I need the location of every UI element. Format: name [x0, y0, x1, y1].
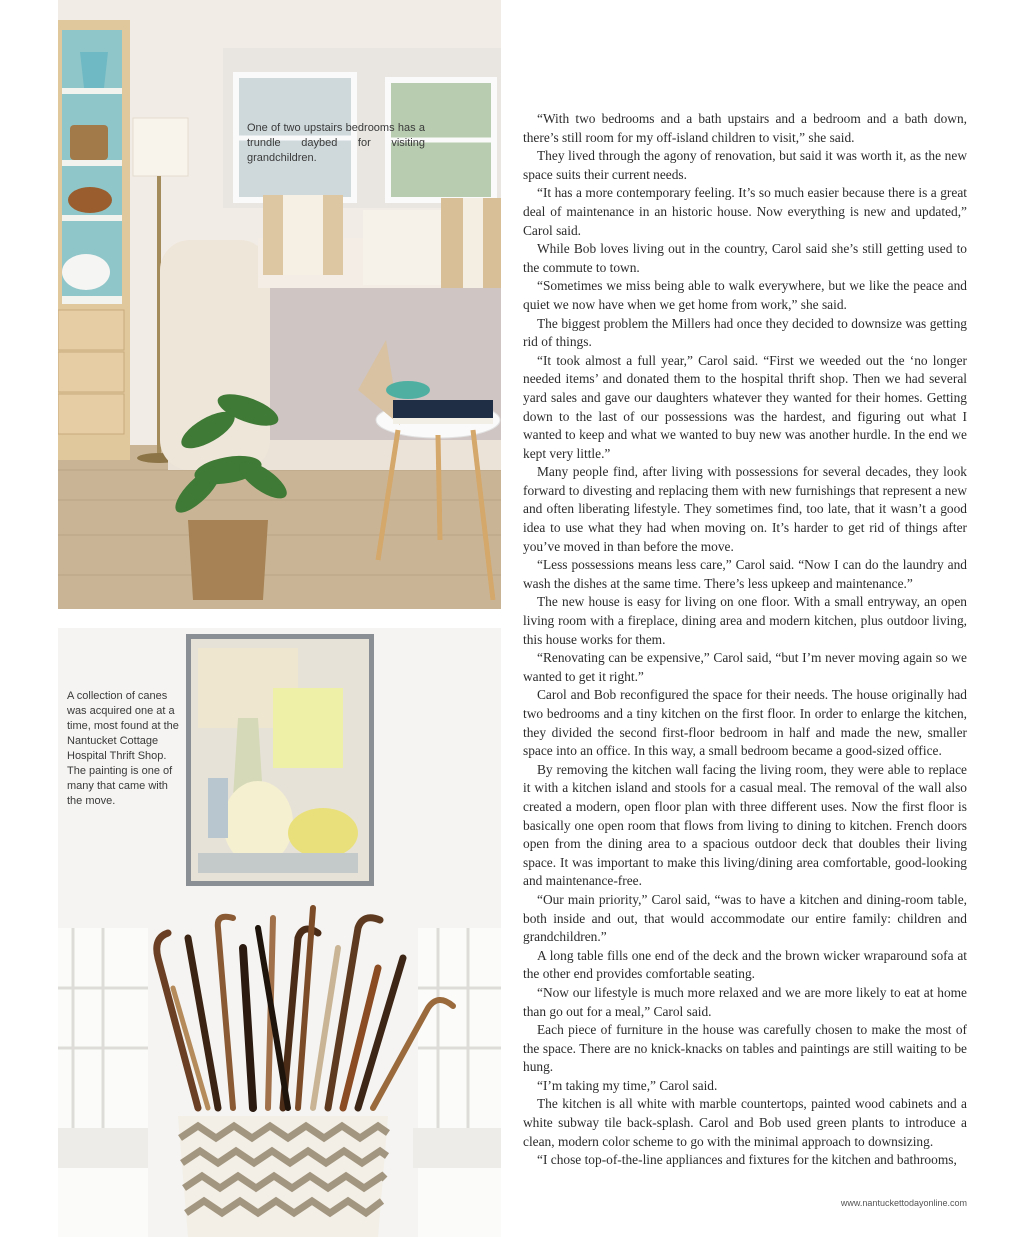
article-paragraph: By removing the kitchen wall facing the living room, they were able to replace it with a kitchen island and stools for a casual meal. The removal of the wall also created a modern, open floor plan with three different uses. Now the first floor is basically one open room that flows from living to dining to kitchen. French doors open from the dining area to a spacious outdoor deck that doubles their living space. It was important to make this living/dining area comfortable, good-looking and maintenance-free.	[523, 761, 967, 889]
article-paragraph: While Bob loves living out in the country, Carol said she’s still getting used to the commute to town.	[523, 241, 967, 275]
article-paragraph: “With two bedrooms and a bath upstairs and a bedroom and a bath down, there’s still room for my off-island children to visit,” she said.	[523, 111, 967, 145]
article-paragraph: “Now our lifestyle is much more relaxed and we are more likely to eat at home than go out for a meal,” Carol said.	[523, 984, 967, 1019]
article-paragraph: “Less possessions means less care,” Carol said. “Now I can do the laundry and wash the dishes at the same time. There’s less upkeep and maintenance.”	[523, 557, 967, 591]
article-paragraph: A long table fills one end of the deck and the brown wicker wraparound sofa at the other end provides comfortable seating.	[523, 947, 967, 982]
article-paragraph: The biggest problem the Millers had once they decided to downsize was getting rid of things.	[523, 315, 967, 350]
article-paragraph: “I chose top-of-the-line appliances and fixtures for the kitchen and bathrooms,	[537, 1152, 957, 1168]
article-paragraph: The kitchen is all white with marble countertops, painted wood cabinets and a white subway tile back-splash. Carol and Bob used green plants to introduce a clean, modern color scheme to go with the minimal approach to downsizing.	[523, 1096, 967, 1149]
article-paragraph: They lived through the agony of renovation, but said it was worth it, as the new space suits their current needs.	[523, 148, 967, 182]
article-paragraph: The new house is easy for living on one floor. With a small entryway, an open living room with a fireplace, dining area and modern kitchen, plus outdoor living, this house works for them.	[523, 594, 967, 647]
article-paragraph: Carol and Bob reconfigured the space for their needs. The house originally had two bedrooms and a tiny kitchen on the first floor. In order to enlarge the kitchen, they divided the second first-floor bedroom in half and made the new, smaller space into an office. In this way, a small bedroom became a good-sized office.	[523, 687, 967, 759]
bedroom-photo	[58, 0, 501, 609]
article-paragraph: “Our main priority,” Carol said, “was to have a kitchen and dining-room table, both inside and out, that would accommodate our entire family: children and grandchildren.”	[523, 891, 967, 945]
article-paragraph: Each piece of furniture in the house was carefully chosen to make the most of the space. There are no knick-knacks on tables and paintings are still waiting to be hung.	[523, 1022, 967, 1075]
article-paragraph: “Sometimes we miss being able to walk everywhere, but we like the peace and quiet we now have when we get home from work,” she said.	[523, 278, 967, 312]
canes-photo-caption: A collection of canes was acquired one at a time, most found at the Nantucket Cottage Hospital Thrift Shop. The painting is one of many that came with the move.	[67, 690, 179, 807]
bedroom-photo-caption: One of two upstairs bedrooms has a trundle daybed for visiting grandchildren.	[247, 122, 425, 164]
bedroom-illustration	[58, 0, 501, 609]
footer-url: www.nantuckettodayonline.com	[840, 1198, 967, 1208]
article-paragraph: “It took almost a full year,” Carol said. “First we weeded out the ‘no longer needed items’ and donated them to the hospital thrift shop. Then we had several yard sales and gave our daughters whatever they wanted for their homes. Getting down to the last of our possessions was the hardest, and figuring out what I wanted to keep and what we wanted to buy new was another hurdle. In the end we kept very little.”	[523, 352, 967, 461]
article-body	[523, 110, 967, 1170]
article-paragraph: “It has a more contemporary feeling. It’s so much easier because there is a great deal of maintenance in an historic house. Now everything is new and updated,” Carol said.	[523, 185, 967, 238]
article-paragraph: “I’m taking my time,” Carol said.	[537, 1077, 718, 1093]
article-paragraph: “Renovating can be expensive,” Carol said, “but I’m never moving again so we wanted to get it right.”	[523, 650, 967, 684]
article-paragraph: Many people find, after living with possessions for several decades, they look forward to divesting and replacing them with new furnishings that represent a new and often liberating lifestyle. They sometimes find, too late, that it wasn’t a good idea to use what they had when moving on. It’s harder to get rid of things after you’ve moved in than before the move.	[523, 464, 967, 554]
